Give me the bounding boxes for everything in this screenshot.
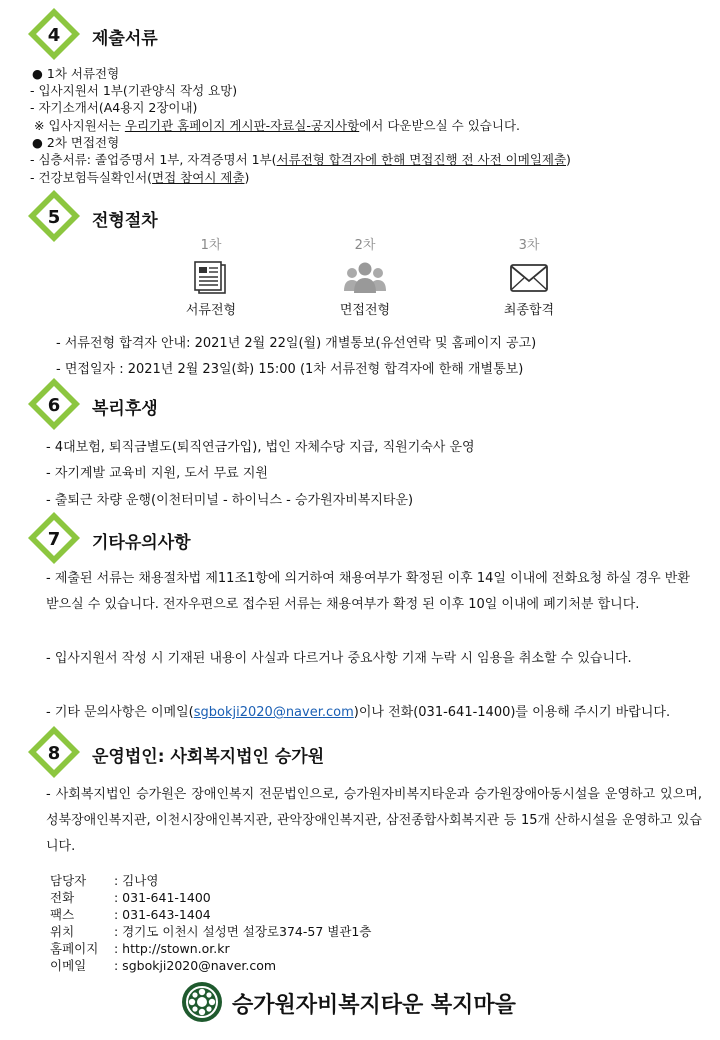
- section-title: 기타유의사항: [92, 533, 191, 553]
- notes-paragraph-return: - 제출된 서류는 채용절차법 제11조1항에 의거하여 채용여부가 확정된 이후 14일 이내에 전화요청 하실 경우 반환 받으실 수 있습니다. 전자우편으로 접수된 서류는 채용여부가 확정 된 이후 10일 이내에 폐기처분 합니다.: [46, 571, 690, 612]
- contact-label: 담당자: [50, 873, 87, 888]
- line-suffix: ): [566, 152, 571, 167]
- doc-line-application: - 입사지원서 1부(기관양식 작성 요망): [30, 83, 238, 98]
- step-number: 2차: [354, 238, 376, 253]
- contact-value: : 031-643-1404: [114, 907, 211, 922]
- bullet-second-round: ● 2차 면접전형: [32, 135, 120, 150]
- badge-number: 5: [47, 207, 61, 228]
- doc-line-in-depth: [30, 150, 571, 168]
- people-icon: [341, 259, 389, 295]
- doc-line-health-insurance: [30, 168, 249, 186]
- contact-row-phone: [50, 889, 371, 906]
- welfare-line-shuttle: - 출퇴근 차량 운행(이천터미널 - 하이닉스 - 승가원자비복지타운): [46, 493, 414, 508]
- badge-number: 8: [47, 743, 61, 764]
- line-suffix: ): [244, 170, 250, 185]
- welfare-line-insurance: - 4대보험, 퇴직금별도(퇴직연금가입), 법인 자체수당 지급, 직원기숙사 운영: [46, 440, 475, 455]
- diamond-badge-icon: [26, 724, 82, 780]
- process-line-announcement: - 서류전형 합격자 안내: 2021년 2월 22일(월) 개별통보(유선연락 및 홈페이지 공고): [56, 336, 537, 351]
- line-prefix: - 심층서류: 졸업증명서 1부, 자격증명서 1부(: [30, 152, 277, 167]
- contact-row-location: [50, 923, 371, 940]
- welfare-line-education: - 자기계발 교육비 지원, 도서 무료 지원: [46, 466, 268, 481]
- section-title: 전형절차: [92, 211, 158, 231]
- step-final-pass: [474, 234, 584, 318]
- contact-row-homepage: [50, 940, 371, 957]
- badge-number: 6: [47, 395, 61, 416]
- contact-label: 위치: [50, 924, 75, 939]
- section-title: 제출서류: [92, 29, 158, 49]
- diamond-badge-icon: [26, 510, 82, 566]
- contact-label: 홈페이지: [50, 941, 99, 956]
- step-label: 서류전형: [185, 303, 237, 318]
- line-prefix: - 건강보험득실확인서(: [30, 170, 153, 185]
- notes-paragraph-cancel: - 입사지원서 작성 시 기재된 내용이 사실과 다르거나 중요사항 기재 누락 시 임용을 취소할 수 있습니다.: [46, 651, 632, 666]
- contact-row-manager: [50, 872, 371, 889]
- step-number: 1차: [200, 238, 222, 253]
- contact-label: 이메일: [50, 958, 87, 973]
- doc-line-self-intro: - 자기소개서(A4용지 2장이내): [30, 100, 198, 115]
- envelope-icon: [507, 259, 551, 295]
- diamond-badge-icon: [26, 6, 82, 62]
- badge-number: 4: [47, 25, 61, 46]
- section-badge-4: [26, 6, 82, 62]
- line-underlined: 서류전형 합격자에 한해 면접진행 전 사전 이메일제출: [276, 152, 567, 167]
- contact-value: : 경기도 이천시 설성면 설장로374-57 별관1층: [114, 924, 372, 939]
- note-suffix: 에서 다운받으실 수 있습니다.: [359, 118, 520, 133]
- contact-value[interactable]: : 031-641-1400: [114, 890, 211, 905]
- note-prefix: ※ 입사지원서는: [34, 118, 125, 133]
- contact-value: : 김나영: [114, 873, 159, 888]
- footer-brand: [0, 978, 720, 1028]
- step-interview: [310, 234, 420, 318]
- line-prefix: - 기타 문의사항은 이메일(: [46, 705, 194, 720]
- contact-label: 팩스: [50, 907, 75, 922]
- contact-row-email: [50, 957, 371, 974]
- homepage-notice-link[interactable]: 우리기관 홈페이지 게시판-자료실-공지사항: [124, 118, 360, 133]
- badge-number: 7: [47, 529, 61, 550]
- bullet-first-round: ● 1차 서류전형: [32, 66, 120, 81]
- section-badge-5: [26, 188, 82, 244]
- contact-value[interactable]: : http://stown.or.kr: [114, 941, 230, 956]
- step-label: 면접전형: [339, 303, 391, 318]
- section-title: 운영법인: 사회복지법인 승가원: [92, 747, 325, 767]
- email-link[interactable]: sgbokji2020@naver.com: [193, 705, 354, 720]
- dharma-wheel-logo-icon: [180, 980, 224, 1024]
- line-underlined: 면접 참여시 제출: [152, 170, 245, 185]
- document-icon: [191, 259, 231, 295]
- process-line-interview-date: - 면접일자 : 2021년 2월 23일(화) 15:00 (1차 서류전형 합격자에 한해 개별통보): [56, 362, 524, 377]
- section-badge-7: [26, 510, 82, 566]
- diamond-badge-icon: [26, 376, 82, 432]
- corporation-paragraph: - 사회복지법인 승가원은 장애인복지 전문법인으로, 승가원자비복지타운과 승가원장애아동시설을 운영하고 있으며, 성북장애인복지관, 이천시장애인복지관, 관악장애인복지관, 삼전종합사회복지관 등 15개 산하시설을 운영하고 있습니다.: [46, 787, 702, 854]
- step-document-screening: [156, 234, 266, 318]
- step-number: 3차: [518, 238, 540, 253]
- section-badge-8: [26, 724, 82, 780]
- section-badge-6: [26, 376, 82, 432]
- notes-paragraph-contact: [46, 700, 702, 726]
- doc-note: [34, 116, 520, 134]
- contact-label: 전화: [50, 890, 75, 905]
- footer-organization-name: 승가원자비복지타운 복지마을: [232, 993, 516, 1018]
- section-title: 복리후생: [92, 399, 158, 419]
- contact-block: [50, 872, 371, 974]
- diamond-badge-icon: [26, 188, 82, 244]
- line-suffix: )이나 전화(031-641-1400)를 이용해 주시기 바랍니다.: [353, 705, 671, 720]
- contact-value[interactable]: : sgbokji2020@naver.com: [114, 958, 277, 973]
- contact-row-fax: [50, 906, 371, 923]
- step-label: 최종합격: [503, 303, 555, 318]
